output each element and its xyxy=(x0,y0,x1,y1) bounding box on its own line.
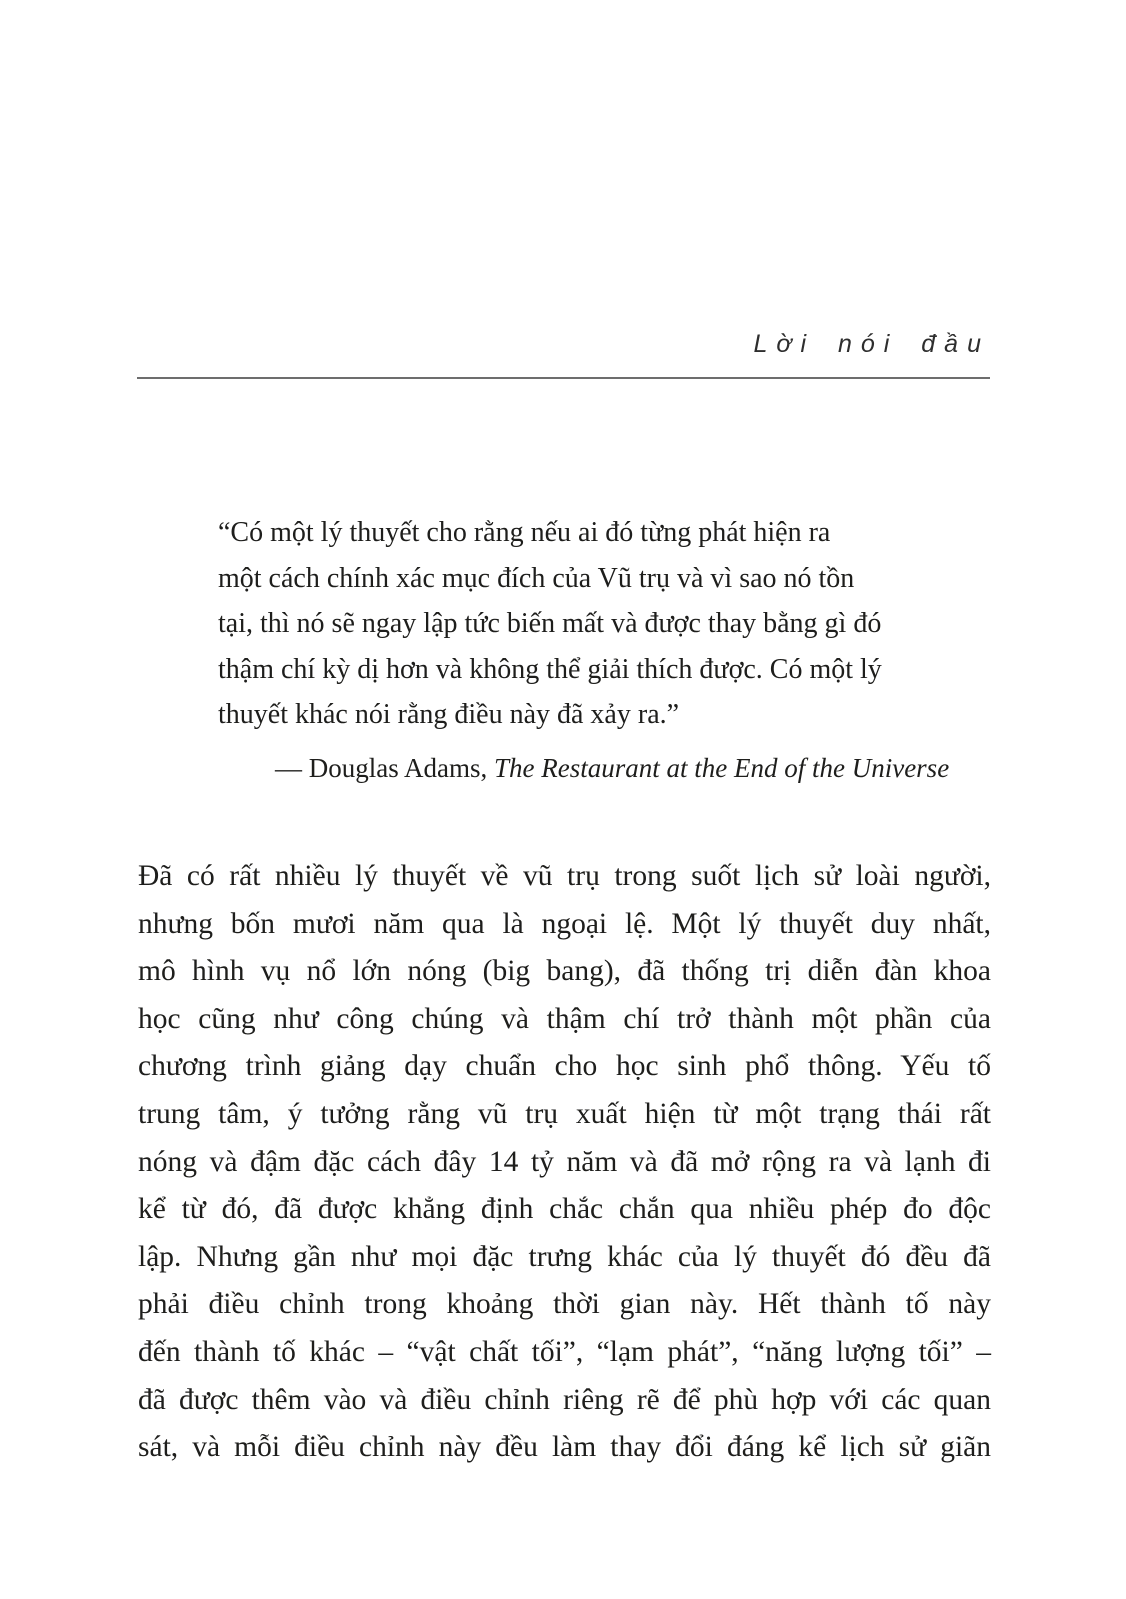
quote-author: — Douglas Adams, xyxy=(275,752,494,783)
body-line: nhưng bốn mươi năm qua là ngoại lệ. Một lý thuyết duy nhất, xyxy=(138,907,991,940)
quote-line: thuyết khác nói rằng điều này đã xảy ra.” xyxy=(218,699,680,730)
body-paragraph xyxy=(138,853,991,1472)
body-line: kể từ đó, đã được khẳng định chắc chắn qua nhiều phép đo độc xyxy=(138,1193,991,1226)
body-line: đến thành tố khác – “vật chất tối”, “lạm phát”, “năng lượng tối” – xyxy=(138,1335,991,1368)
body-line: mô hình vụ nổ lớn nóng (big bang), đã thống trị diễn đàn khoa xyxy=(138,955,991,988)
body-line: lập. Nhưng gần như mọi đặc trưng khác của lý thuyết đó đều đã xyxy=(138,1240,991,1273)
body-line: trung tâm, ý tưởng rằng vũ trụ xuất hiện từ một trạng thái rất xyxy=(138,1097,991,1130)
quote-line: “Có một lý thuyết cho rằng nếu ai đó từng phát hiện ra xyxy=(218,517,831,548)
quote-line: một cách chính xác mục đích của Vũ trụ và vì sao nó tồn xyxy=(218,562,855,594)
running-header-preface: Lời nói đầu xyxy=(753,330,990,358)
header-rule xyxy=(137,377,990,379)
body-line: sát, và mỗi điều chỉnh này đều làm thay đổi đáng kể lịch sử giãn xyxy=(138,1431,991,1464)
epigraph-quote xyxy=(218,510,950,791)
quote-attribution xyxy=(275,746,950,792)
body-line: đã được thêm vào và điều chỉnh riêng rẽ để phù hợp với các quan xyxy=(138,1383,991,1416)
quote-book-title: The Restaurant at the End of the Universe xyxy=(494,752,950,783)
quote-line: thậm chí kỳ dị hơn và không thể giải thích được. Có một lý xyxy=(218,653,882,685)
body-line: Đã có rất nhiều lý thuyết về vũ trụ trong suốt lịch sử loài người, xyxy=(138,860,991,892)
quote-line: tại, thì nó sẽ ngay lập tức biến mất và được thay bằng gì đó xyxy=(218,608,882,639)
body-line: nóng và đậm đặc cách đây 14 tỷ năm và đã mở rộng ra và lạnh đi xyxy=(138,1145,991,1178)
body-line: phải điều chỉnh trong khoảng thời gian này. Hết thành tố này xyxy=(138,1288,991,1321)
body-line: học cũng như công chúng và thậm chí trở thành một phần của xyxy=(138,1002,991,1035)
body-line: chương trình giảng dạy chuẩn cho học sinh phổ thông. Yếu tố xyxy=(138,1050,991,1083)
